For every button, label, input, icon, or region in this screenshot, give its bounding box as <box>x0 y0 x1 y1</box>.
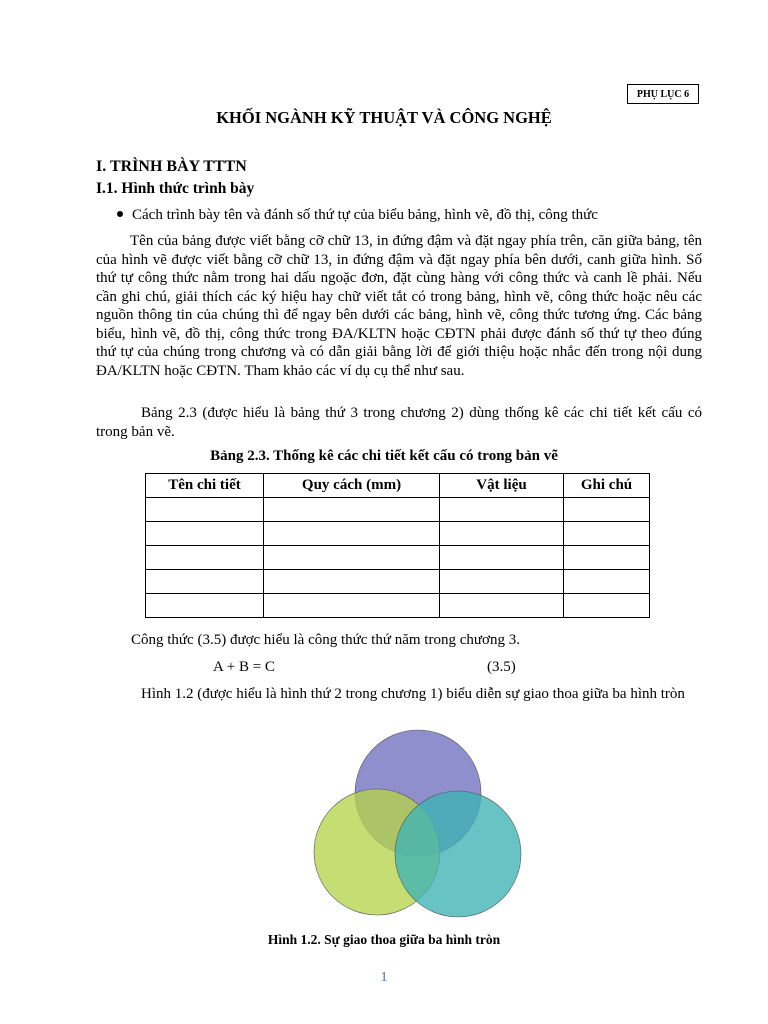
table-cell <box>146 546 264 570</box>
appendix-label: PHỤ LỤC 6 <box>627 84 699 104</box>
table-cell <box>564 546 650 570</box>
paragraph-2-text: Bảng 2.3 (được hiểu là bảng thứ 3 trong chương 2) dùng thống kê các chi tiết kết cấu có trong bản vẽ. <box>96 405 702 440</box>
figure-intro <box>96 685 702 704</box>
table-cell <box>440 594 564 618</box>
table-cell <box>264 522 440 546</box>
section-heading: I. TRÌNH BÀY TTTN <box>96 158 247 175</box>
table-cell <box>146 522 264 546</box>
table-cell <box>564 570 650 594</box>
paragraph-2 <box>96 404 702 441</box>
right-circle <box>395 791 521 917</box>
table-cell <box>440 498 564 522</box>
table-header-name: Tên chi tiết <box>146 474 264 498</box>
table-row <box>146 498 650 522</box>
table-cell <box>440 546 564 570</box>
paragraph-1-text: Tên của bảng được viết bằng cỡ chữ 13, in đứng đậm và đặt ngay phía trên, căn giữa bảng, tên của hình vẽ được viết bằng cỡ chữ 13, in đứng đậm và đặt ngay phía bên dưới, canh giữa hình. Số thứ tự công thức nằm trong hai dấu ngoặc đơn, đặt cùng hàng với công thức và canh lề phải. Nếu cần ghi chú, giải thích các ký hiệu hay chữ viết tắt có trong bảng, hình vẽ, công thức hoặc nêu các nguồn thông tin của chúng thì để ngay bên dưới các bảng, hình vẽ, công thức tương ứng. Các bảng biểu, hình vẽ, đồ thị, công thức trong ĐA/KLTN hoặc CĐTN phải được đánh số thứ tự theo đúng thứ tự của chúng trong chương và có dẫn giải bằng lời để giới thiệu hoặc nhắc đến trong nội dung ĐA/KLTN hoặc CĐTN. Tham khảo các ví dụ cụ thể như sau. <box>96 233 702 379</box>
formula-number: (3.5) <box>487 659 516 675</box>
table-cell <box>440 522 564 546</box>
figure-caption: Hình 1.2. Sự giao thoa giữa ba hình tròn <box>267 932 501 947</box>
table-cell <box>146 594 264 618</box>
table-cell <box>146 570 264 594</box>
page-number: 1 <box>380 970 388 985</box>
table-header-row <box>146 474 650 498</box>
figure-intro-text: Hình 1.2 (được hiểu là hình thứ 2 trong chương 1) biểu diễn sự giao thoa giữa ba hình tròn <box>141 686 685 702</box>
table-cell <box>264 498 440 522</box>
table-cell <box>564 498 650 522</box>
table-cell <box>146 498 264 522</box>
formula-intro: Công thức (3.5) được hiểu là công thức thứ năm trong chương 3. <box>131 632 520 648</box>
bullet-item <box>117 207 598 224</box>
table-cell <box>564 594 650 618</box>
venn-diagram <box>300 725 535 925</box>
table-row <box>146 546 650 570</box>
table-row <box>146 570 650 594</box>
table-header-material: Vật liệu <box>440 474 564 498</box>
page-title: KHỐI NGÀNH KỸ THUẬT VÀ CÔNG NGHỆ <box>216 108 552 127</box>
table-header-spec: Quy cách (mm) <box>264 474 440 498</box>
table-cell <box>264 546 440 570</box>
table-row <box>146 594 650 618</box>
table-cell <box>264 594 440 618</box>
table-row <box>146 522 650 546</box>
paragraph-1 <box>96 232 702 380</box>
detail-table <box>145 473 650 618</box>
table-cell <box>564 522 650 546</box>
bullet-dot-icon <box>117 211 123 217</box>
subsection-heading: I.1. Hình thức trình bày <box>96 180 255 197</box>
table-cell <box>440 570 564 594</box>
formula: A + B = C <box>213 659 275 675</box>
bullet-text: Cách trình bày tên và đánh số thứ tự của biểu bảng, hình vẽ, đồ thị, công thức <box>132 207 598 223</box>
table-cell <box>264 570 440 594</box>
table-header-note: Ghi chú <box>564 474 650 498</box>
table-caption: Bảng 2.3. Thống kê các chi tiết kết cấu có trong bản vẽ <box>210 448 558 464</box>
